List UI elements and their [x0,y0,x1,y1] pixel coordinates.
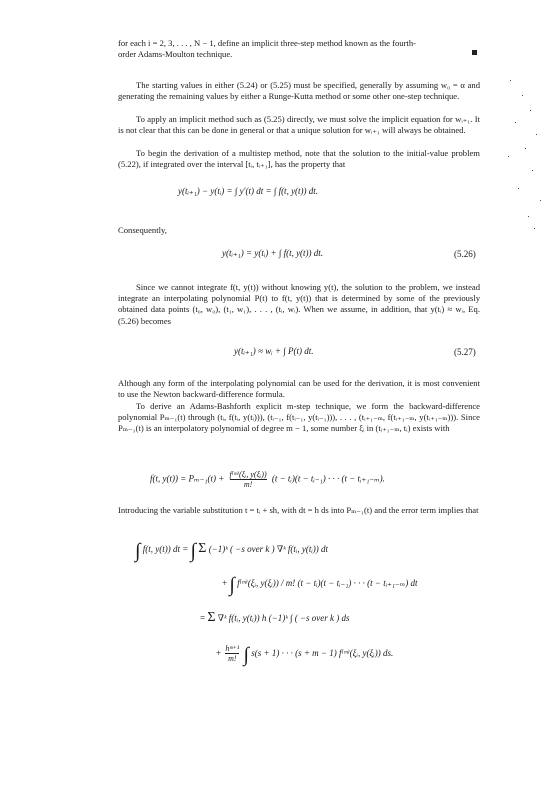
paragraph-implicit-method: To apply an implicit method such as (5.25) directly, we must solve the implicit equation for wᵢ₊₁. It is not clear that this can be done in general or that a unique solution for wᵢ₊₁ will always be obtained. [118,114,480,136]
equation-text: y(tᵢ₊₁) ≈ wᵢ + ∫ P(t) dt. [234,346,314,356]
paragraph-interpolation: Since we cannot integrate f(t, y(t)) without knowing y(t), the solution to the problem, we instead integrate an interpolating polynomial P(t) to f(t, y(t)) that is determined by some of the previously obtained data points (t₀, w₀), (t₁, w₁), . . . , (tᵢ, wᵢ). When we assume, in addition, that y(tᵢ) ≈ wᵢ, Eq. (5.26) becomes [118,282,480,326]
intro-line-1: for each i = 2, 3, . . . , N − 1, define an implicit three-step method known as the fourth- [118,38,416,48]
equation-remainder-term: s(s + 1) · · · (s + m − 1) f⁽ᵐ⁾(ξᵢ, y(ξᵢ)) ds. [251,648,394,658]
paragraph-newton-formula: Although any form of the interpolating polynomial can be used for the derivation, it is most convenient to use the Newton backward-difference formula. [118,378,480,400]
fraction-denominator: m! [243,480,253,489]
equation-expansion-line-3: = Σ ∇ᵏ f(tᵢ, y(tᵢ)) h (−1)ᵏ ∫ ( −s over k ) ds [200,610,350,625]
equation-rhs: (t − tᵢ)(t − tᵢ₋₁) · · · (t − tᵢ₊₁₋ₘ). [271,473,385,484]
equation-integral-identity [178,186,318,197]
equation-fraction: $\frac{\text{hᵐ⁺¹}}{m!}$ [225,644,240,664]
equation-interpolation-error [150,470,385,489]
equation-5-27 [234,346,313,357]
margin-mark [472,50,477,55]
paragraph-derivation-intro: To begin the derivation of a multistep method, note that the solution to the initial-value problem (5.22), if integrated over the interval [tᵢ, tᵢ₊₁], has the property that [118,148,480,170]
consequently-label: Consequently, [118,225,167,235]
equation-text: y(tᵢ₊₁) = y(tᵢ) + ∫ f(t, y(t)) dt. [222,248,324,258]
equation-fraction [230,470,267,489]
equation-sum-term: ∇ᵏ f(tᵢ, y(tᵢ)) h (−1)ᵏ ∫ ( −s over k ) ds [217,613,350,623]
scan-noise-speckles [470,60,544,240]
equation-lhs: f(t, y(t)) = Pₘ₋₁(t) + [150,473,225,484]
equation-text: y(tᵢ₊₁) − y(tᵢ) = ∫ y′(t) dt = ∫ f(t, y(t)) dt. [178,186,319,196]
equation-rhs: (−1)ᵏ ( −s over k ) ∇ᵏ f(tᵢ, y(tᵢ)) dt [208,544,328,554]
equation-expansion-line-4: + $\frac{\text{hᵐ⁺¹}}{m!}$ ∫ s(s + 1) · · · (s + m − 1) f⁽ᵐ⁾(ξᵢ, y(ξᵢ)) ds. [216,644,394,666]
intro-line-2: order Adams-Moulton technique. [118,49,233,59]
sum-symbol: Σ [207,610,216,625]
equation-error-term: f⁽ᵐ⁾(ξᵢ, y(ξᵢ)) / m! (t − tᵢ)(t − tᵢ₋₁) · · · (t − tᵢ₊₁₋ₘ) dt [237,578,418,588]
fraction-numerator: f⁽ᵐ⁾(ξᵢ, y(ξᵢ)) [229,470,267,479]
paragraph-substitution: Introducing the variable substitution t = tᵢ + sh, with dt = h ds into Pₘ₋₁(t) and the error term implies that [118,505,479,515]
equation-expansion-line-2: + ∫ f⁽ᵐ⁾(ξᵢ, y(ξᵢ)) / m! (t − tᵢ)(t − tᵢ₋₁) · · · (t − tᵢ₊₁₋ₘ) dt [222,574,418,596]
paragraph-adams-bashforth: To derive an Adams-Bashforth explicit m-step technique, we form the backward-difference polynomial Pₘ₋₁(t) through (tᵢ, f(tᵢ, y(tᵢ))), (tᵢ₋₁, f(tᵢ₋₁, y(tᵢ₋₁))), . . . , (tᵢ₊₁₋ₘ, f(tᵢ₊₁₋ₘ, y(tᵢ₊₁₋ₘ))). Since Pₘ₋₁(t) is an interpolatory polynomial of degree m − 1, some number ξᵢ in (tᵢ₊₁₋ₘ, tᵢ) exists with [118,401,480,434]
sum-symbol: Σ [198,541,207,556]
equation-5-26 [222,248,323,259]
equation-expansion-line-1: ∫ f(t, y(t)) dt = ∫ Σ (−1)ᵏ ( −s over k ) ∇ᵏ f(tᵢ, y(tᵢ)) dt [135,540,328,562]
equation-number-5-26: (5.26) [454,249,476,259]
paragraph-starting-values: The starting values in either (5.24) or (5.25) must be specified, generally by assuming w₀ = α and generating the remaining values by either a Runge-Kutta method or some other one-step technique. [118,80,480,102]
equation-number-5-27: (5.27) [454,347,476,357]
equation-lhs: f(t, y(t)) dt = [142,544,189,554]
